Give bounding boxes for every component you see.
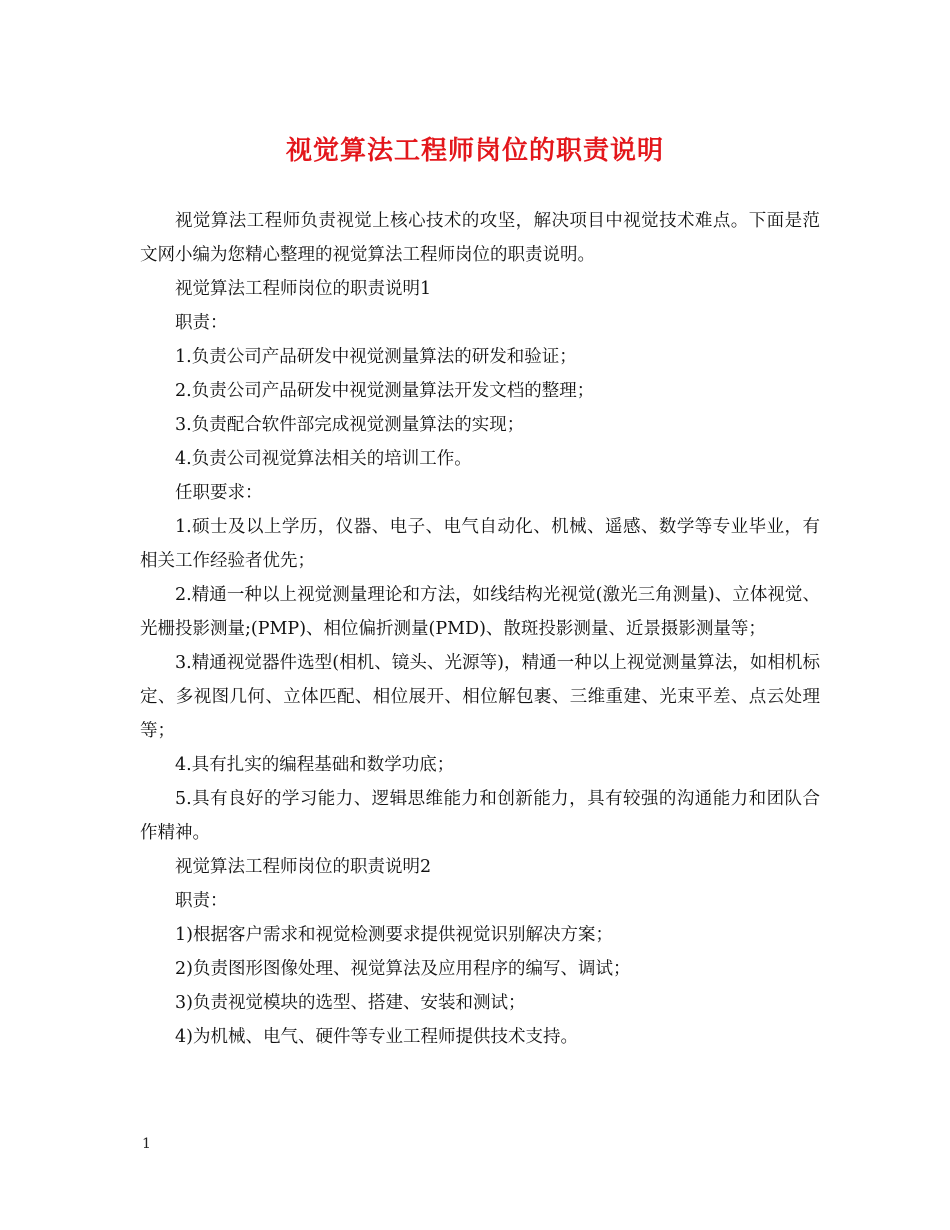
list-item: 3.负责配合软件部完成视觉测量算法的实现； xyxy=(175,415,525,435)
duties-label: 职责： xyxy=(175,313,228,333)
list-item: 1.负责公司产品研发中视觉测量算法的研发和验证； xyxy=(175,347,577,367)
list-item: 3)负责视觉模块的选型、搭建、安装和测试； xyxy=(175,993,526,1013)
list-item: 5.具有良好的学习能力、逻辑思维能力和创新能力，具有较强的沟通能力和团队合作精神。 xyxy=(140,789,820,843)
requirements-label: 任职要求： xyxy=(175,483,263,503)
paragraph-intro: 视觉算法工程师负责视觉上核心技术的攻坚，解决项目中视觉技术难点。下面是范文网小编为您精心整理的视觉算法工程师岗位的职责说明。 xyxy=(140,211,820,265)
list-item: 2.精通一种以上视觉测量理论和方法，如线结构光视觉(激光三角测量)、立体视觉、光栅投影测量;(PMP)、相位偏折测量(PMD)、散斑投影测量、近景摄影测量等； xyxy=(140,585,820,639)
list-item: 1)根据客户需求和视觉检测要求提供视觉识别解决方案； xyxy=(175,925,613,945)
section-heading-2: 视觉算法工程师岗位的职责说明2 xyxy=(175,857,432,877)
list-item: 1.硕士及以上学历，仪器、电子、电气自动化、机械、遥感、数学等专业毕业，有相关工作经验者优先； xyxy=(140,517,820,571)
document-body xyxy=(140,204,820,1054)
list-item: 4.负责公司视觉算法相关的培训工作。 xyxy=(175,449,472,469)
list-item: 3.精通视觉器件选型(相机、镜头、光源等)，精通一种以上视觉测量算法，如相机标定、多视图几何、立体匹配、相位展开、相位解包裹、三维重建、光束平差、点云处理等； xyxy=(140,653,820,741)
page-number: 1 xyxy=(142,1136,151,1152)
list-item: 2)负责图形图像处理、视觉算法及应用程序的编写、调试； xyxy=(175,959,631,979)
list-item: 2.负责公司产品研发中视觉测量算法开发文档的整理； xyxy=(175,381,595,401)
list-item: 4)为机械、电气、硬件等专业工程师提供技术支持。 xyxy=(175,1027,578,1047)
page-title: 视觉算法工程师岗位的职责说明 xyxy=(285,136,664,166)
duties-label: 职责： xyxy=(175,891,228,911)
list-item: 4.具有扎实的编程基础和数学功底； xyxy=(175,755,455,775)
section-heading-1: 视觉算法工程师岗位的职责说明1 xyxy=(175,279,432,299)
